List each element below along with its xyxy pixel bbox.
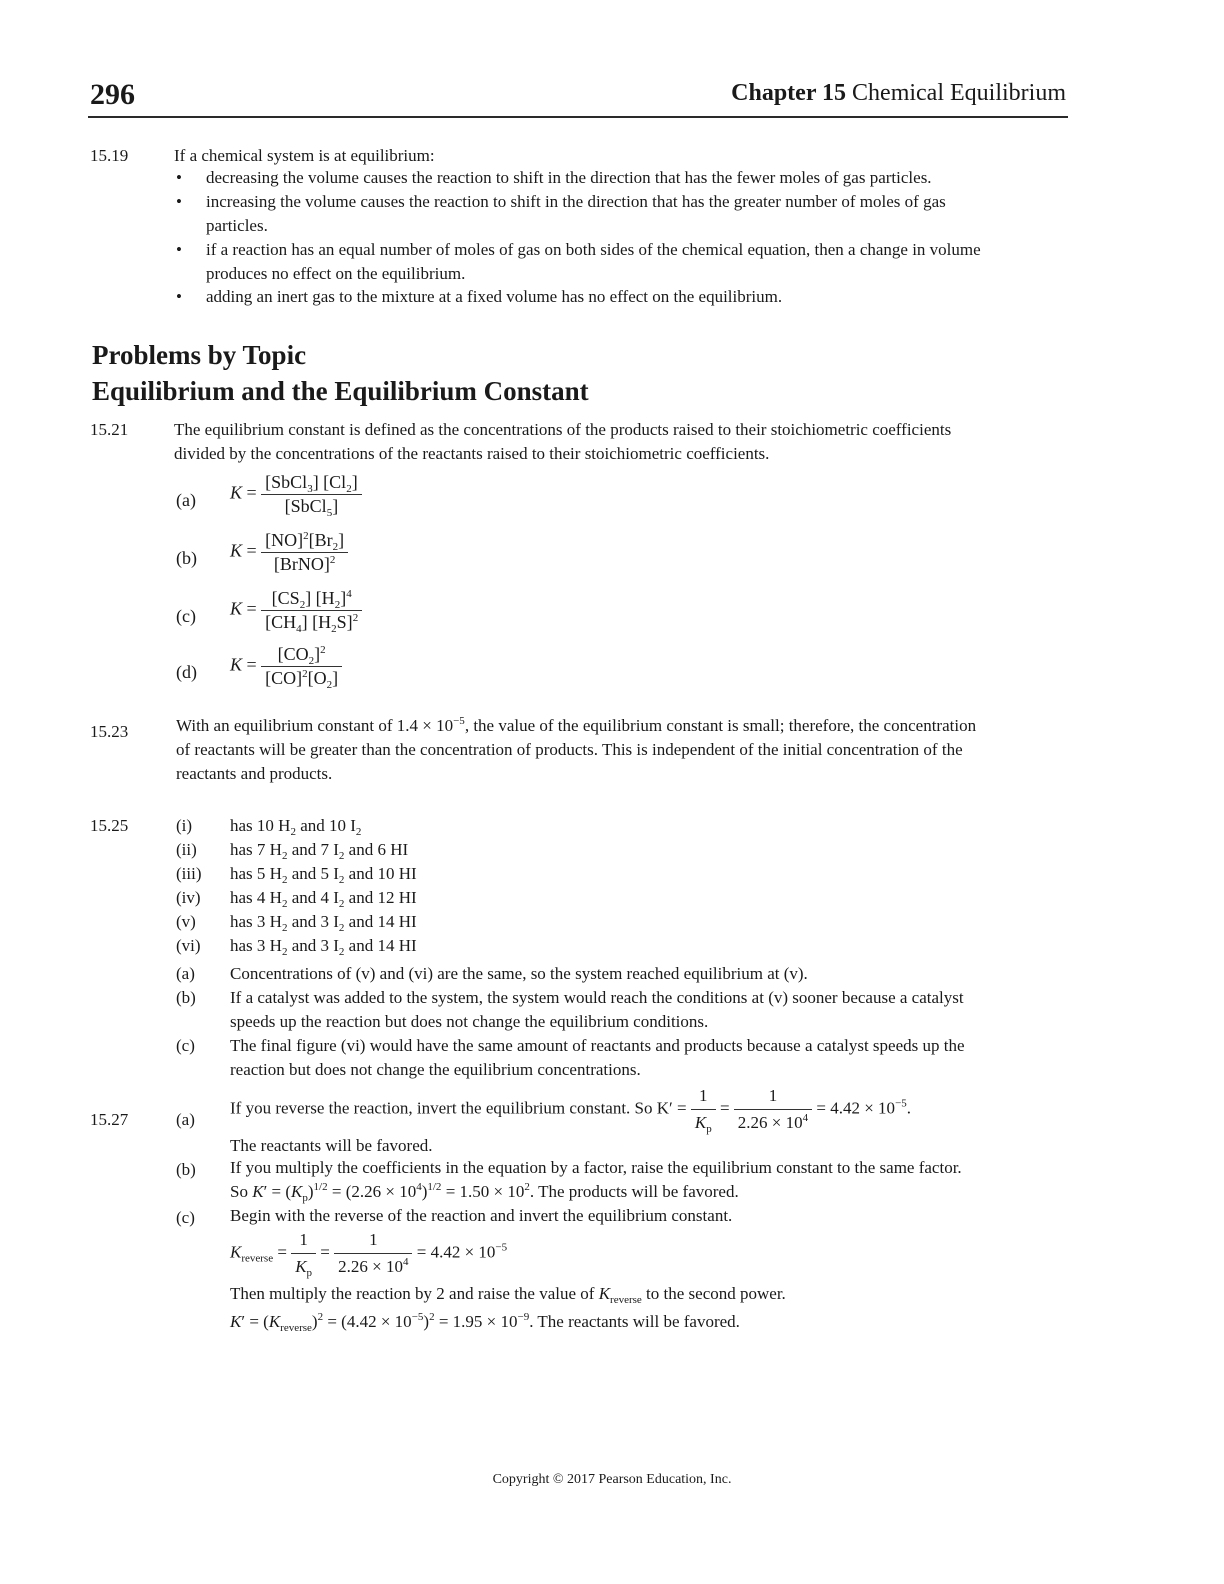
equation-b: K = $\frac{[NO]^2[Br_2]}{[BrNO]^2}$ [230, 530, 348, 575]
answer-text: Concentrations of (v) and (vi) are the same, so the system reached equilibrium at (v). [230, 964, 808, 983]
figure-label: (i) [176, 816, 193, 835]
problem-number: 15.19 [90, 146, 129, 165]
bullet-text: increasing the volume causes the reaction to shift in the direction that has the greater number of moles of gas [206, 192, 946, 211]
equation-15-27-a: If you reverse the reaction, invert the equilibrium constant. So K′ = $\frac{1}{K_p}$ = $\frac{1}{2.26 \times 10^4}$ = $4.42 \times 10^{-5}$. [230, 1086, 912, 1135]
part-label: (a) [176, 1110, 195, 1129]
bullet-icon: • [176, 192, 182, 211]
part-label: (b) [176, 548, 197, 568]
chapter-header [731, 80, 1066, 107]
figure-text: has 3 $H_2$ and 3 $I_2$ and 14 HI [230, 936, 417, 958]
bullet-text: if a reaction has an equal number of moles of gas on both sides of the chemical equation, then a change in volume [206, 240, 981, 259]
answer-text: If you multiply the coefficients in the equation by a factor, raise the equilibrium constant to the same factor. [230, 1158, 962, 1177]
answer-label: (b) [176, 988, 196, 1007]
problem-text: With an equilibrium constant of $1.4 \times 10^{-5}$, the value of the equilibrium constant is small; therefore, the concentration [176, 715, 977, 735]
subsection-heading: Equilibrium and the Equilibrium Constant [92, 376, 589, 406]
figure-label: (iii) [176, 864, 202, 883]
equation-c: K = $\frac{[CS_2] [H_2]^4}{[CH_4] [H_2S]^2}$ [230, 588, 362, 633]
figure-text: has 4 $H_2$ and 4 $I_2$ and 12 HI [230, 888, 417, 910]
part-label: (d) [176, 662, 197, 682]
bullet-icon: • [176, 287, 182, 306]
problem-text: reactants and products. [176, 764, 333, 783]
figure-text: has 3 $H_2$ and 3 $I_2$ and 14 HI [230, 912, 417, 934]
problem-text: The equilibrium constant is defined as the concentrations of the products raised to their stoichiometric coefficients [174, 420, 952, 439]
answer-text: Then multiply the reaction by 2 and raise the value of $K_{reverse}$ to the second power. [230, 1284, 786, 1306]
part-label: (a) [176, 490, 196, 510]
answer-label: (c) [176, 1036, 195, 1055]
bullet-text: adding an inert gas to the mixture at a fixed volume has no effect on the equilibrium. [206, 287, 783, 306]
answer-text: The reactants will be favored. [230, 1136, 433, 1155]
part-label: (b) [176, 1160, 196, 1179]
chapter-title: Chemical Equilibrium [852, 80, 1066, 106]
bullet-text-cont: particles. [206, 216, 268, 235]
bullet-text-cont: produces no effect on the equilibrium. [206, 264, 466, 283]
answer-text: If a catalyst was added to the system, the system would reach the conditions at (v) sooner because a catalyst [230, 988, 964, 1007]
page-number: 296 [90, 78, 135, 111]
header-rule [88, 116, 1068, 118]
answer-label: (a) [176, 964, 195, 983]
answer-text: reaction but does not change the equilibrium concentrations. [230, 1060, 641, 1079]
problem-number: 15.23 [90, 722, 129, 741]
problem-number: 15.21 [90, 420, 129, 439]
problem-number: 15.27 [90, 1110, 129, 1129]
problem-number: 15.25 [90, 816, 129, 835]
figure-label: (iv) [176, 888, 201, 907]
answer-text: Begin with the reverse of the reaction and invert the equilibrium constant. [230, 1206, 733, 1225]
figure-text: has 7 $H_2$ and 7 $I_2$ and 6 HI [230, 840, 409, 862]
problem-intro: If a chemical system is at equilibrium: [174, 146, 435, 165]
answer-text: So $K' = (K_p)^{1/2} = (2.26 \times 10^4)^{1/2} = 1.50 \times 10^2$. The products will be favored. [230, 1181, 739, 1204]
answer-text: If you reverse the reaction, invert the equilibrium constant. So K′ = [230, 1098, 687, 1118]
bullet-icon: • [176, 240, 182, 259]
answer-text: speeds up the reaction but does not change the equilibrium conditions. [230, 1012, 709, 1031]
equation-k-reverse: $K_{reverse}$ = $\frac{1}{K_p}$ = $\frac{1}{2.26 \times 10^4}$ = $4.42 \times 10^{-5}$ [230, 1230, 508, 1279]
figure-label: (v) [176, 912, 196, 931]
problem-text: divided by the concentrations of the reactants raised to their stoichiometric coefficients. [174, 444, 770, 463]
copyright-footer: Copyright © 2017 Pearson Education, Inc. [492, 1472, 732, 1487]
answer-text: $K' = (K_{reverse})^2 = (4.42 \times 10^{-5})^2 = 1.95 \times 10^{-9}$. The reactants will be favored. [230, 1311, 740, 1334]
answer-text: The final figure (vi) would have the same amount of reactants and products because a catalyst speeds up the [230, 1036, 965, 1055]
problem-text: of reactants will be greater than the concentration of products. This is independent of the initial concentration of the [176, 740, 963, 759]
chapter-label: Chapter 15 [731, 80, 847, 106]
part-label: (c) [176, 1208, 195, 1227]
equation-d: K = $\frac{[CO_2]^2}{[CO]^2[O_2]}$ [230, 644, 342, 689]
figure-text: has 10 $H_2$ and 10 $I_2$ [230, 816, 362, 838]
figure-label: (ii) [176, 840, 197, 859]
part-label: (c) [176, 606, 196, 626]
figure-label: (vi) [176, 936, 201, 955]
bullet-text: decreasing the volume causes the reaction to shift in the direction that has the fewer moles of gas particles. [206, 168, 932, 187]
section-heading: Problems by Topic [92, 340, 307, 370]
figure-text: has 5 $H_2$ and 5 $I_2$ and 10 HI [230, 864, 417, 886]
bullet-icon: • [176, 168, 182, 187]
equation-a: K = $\frac{[SbCl_3] [Cl_2]}{[SbCl_5]}$ [230, 472, 362, 517]
